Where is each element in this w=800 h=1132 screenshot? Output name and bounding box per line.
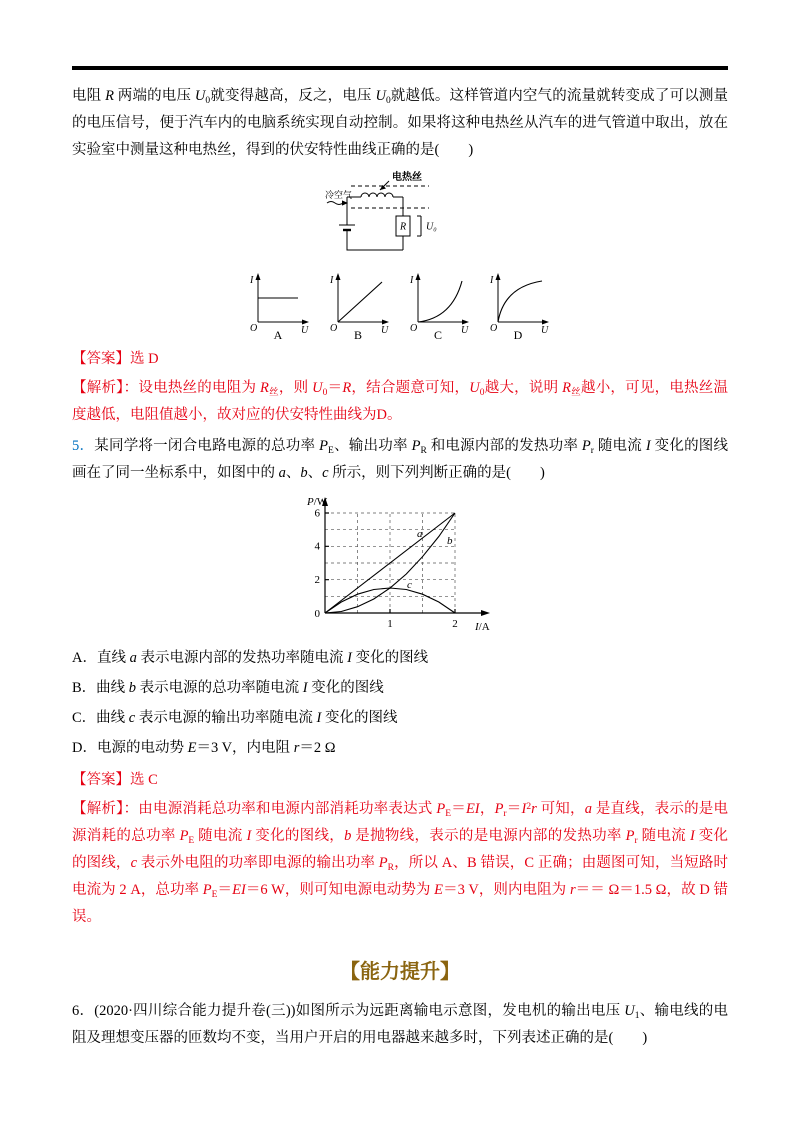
iv-graph-option-b — [328, 270, 392, 340]
curve-b-label: b — [447, 535, 453, 547]
q5-option-c: C．曲线 c 表示电源的输出功率随电流 I 变化的图线 — [72, 710, 398, 726]
curve — [418, 281, 462, 322]
q5-option-b: B．曲线 b 表示电源的总功率随电流 I 变化的图线 — [72, 680, 384, 696]
heating-wire-circuit-diagram — [325, 168, 475, 268]
q5-stem — [72, 433, 728, 487]
axes — [498, 277, 545, 322]
option-letter: D — [513, 328, 523, 340]
x-arrowhead — [302, 320, 309, 325]
resistor-label: R — [399, 221, 407, 233]
q5-number: 5． — [72, 438, 95, 454]
axes — [418, 277, 465, 322]
q6-stem — [72, 998, 728, 1052]
x-tick-2: 2 — [452, 618, 458, 630]
y-tick-2: 2 — [314, 574, 320, 586]
u-axis-label: U — [381, 325, 389, 336]
i-axis-label: I — [250, 275, 254, 286]
y-tick-4: 4 — [314, 540, 320, 553]
q5-power-chart-figure — [72, 491, 728, 641]
y-arrowhead — [496, 273, 501, 280]
q5-analysis: 【解析】：由电源消耗总功率和电源内部消耗功率表达式 $P_E=EI$，$P_r=I^2r$ 可知，a 是直线，表示的是电源消耗的总功率 $P_E$ 随电流 I 变化的图线，b 是抛物线，表示的是电源内部的发热功率 $P_r$ 随电流 I 变化的图线，c 表示外电阻的功率即电源的输出功率 $P_R$，所以 A、B 错误，C 正确；由题图可知，当短路时电流为 2 A，总功率 $P_E=EI=6$ W，则可知电源电动势为 E＝3 V，则内电阻为 r＝＝ Ω＝1.5 Ω，故 D 错误。 — [72, 801, 729, 925]
q4-option-graphs-row — [72, 270, 728, 340]
u-axis-label: U — [461, 325, 469, 336]
iv-graph-option-a — [248, 270, 312, 340]
q4-circuit-figure — [72, 168, 728, 268]
i-axis-label: I — [410, 275, 414, 286]
x-arrowhead — [462, 320, 469, 325]
y-axis-title: P/W — [307, 496, 328, 508]
u-axis-label: U — [541, 325, 549, 336]
power-current-chart — [295, 491, 505, 641]
voltage-u0-label: U₀ — [426, 221, 437, 233]
curve-c-label: c — [407, 579, 412, 591]
q5-options — [72, 643, 728, 763]
origin-label: O — [490, 323, 498, 334]
q5-answer: 【答案】选 C — [72, 772, 158, 788]
origin-label: O — [410, 323, 418, 334]
origin-label: O — [250, 323, 258, 334]
q5-option-a: A．直线 a 表示电源内部的发热功率随电流 I 变化的图线 — [72, 650, 429, 666]
q4-analysis: 【解析】：设电热丝的电阻为 $R_丝$，则 $U_0=R$，结合题意可知，$U_0$越大，说明 $R_丝$越小，可见，电热丝温度越低，电阻值越小，故对应的伏安特性曲线为D。 — [72, 380, 729, 423]
page-top-rule — [72, 66, 728, 70]
q6-stem-text: (2020·四川综合能力提升卷(三))如图所示为远距离输电示意图，发电机的输出电压 $U_1$、输电线的电阻及理想变压器的匝数均不变，当用户开启的用电器越来越多时，下列表述正确的是( ) — [72, 1003, 729, 1046]
x-arrowhead — [481, 610, 490, 616]
x-arrowhead — [542, 320, 549, 325]
section-heading-ability-improvement: 【能力提升】 — [340, 961, 460, 983]
iv-graph-option-d — [488, 270, 552, 340]
y-arrowhead — [256, 273, 261, 280]
i-axis-label: I — [330, 275, 334, 286]
option-letter: A — [273, 328, 283, 340]
curve — [338, 282, 382, 322]
x-tick-1: 1 — [387, 618, 393, 630]
option-letter: C — [433, 328, 443, 340]
i-axis-label: I — [490, 275, 494, 286]
u-axis-label: U — [301, 325, 309, 336]
origin-label: O — [330, 323, 338, 334]
iv-graph-option-c — [408, 270, 472, 340]
q4-answer: 【答案】选 D — [72, 351, 159, 367]
curve — [498, 281, 542, 322]
cold-air-label: 冷空气 — [325, 190, 353, 200]
q4-paragraph: 电阻 R 两端的电压 $U_0$就变得越高，反之，电压 $U_0$就越低。这样管道内空气的流量就转变成了可以测量的电压信号，便于汽车内的电脑系统实现自动控制。如果将这种电热丝从汽车的进气管道中取出，放在实验室中测量这种电热丝，得到的伏安特性曲线正确的是( ) — [72, 88, 729, 158]
origin-tick: 0 — [314, 608, 320, 620]
x-axis-title: I/A — [475, 621, 490, 633]
q5-option-d: D．电源的电动势 E＝3 V，内电阻 r＝2 Ω — [72, 740, 336, 756]
curve-a-label: a — [417, 528, 423, 540]
y-arrowhead — [336, 273, 341, 280]
y-tick-6: 6 — [314, 507, 320, 520]
option-letter: B — [353, 328, 363, 340]
y-arrowhead — [416, 273, 421, 280]
q5-stem-text: 某同学将一闭合电路电源的总功率 $P_E$、输出功率 $P_R$ 和电源内部的发热功率 $P_r$ 随电流 I 变化的图线画在了同一坐标系中，如图中的 a、b、c 所示，则下列判断正确的是( ) — [72, 438, 729, 481]
heater-label: 电热丝 — [392, 172, 422, 183]
q6-number: 6． — [72, 1003, 95, 1019]
axes — [258, 277, 305, 322]
x-arrowhead — [382, 320, 389, 325]
